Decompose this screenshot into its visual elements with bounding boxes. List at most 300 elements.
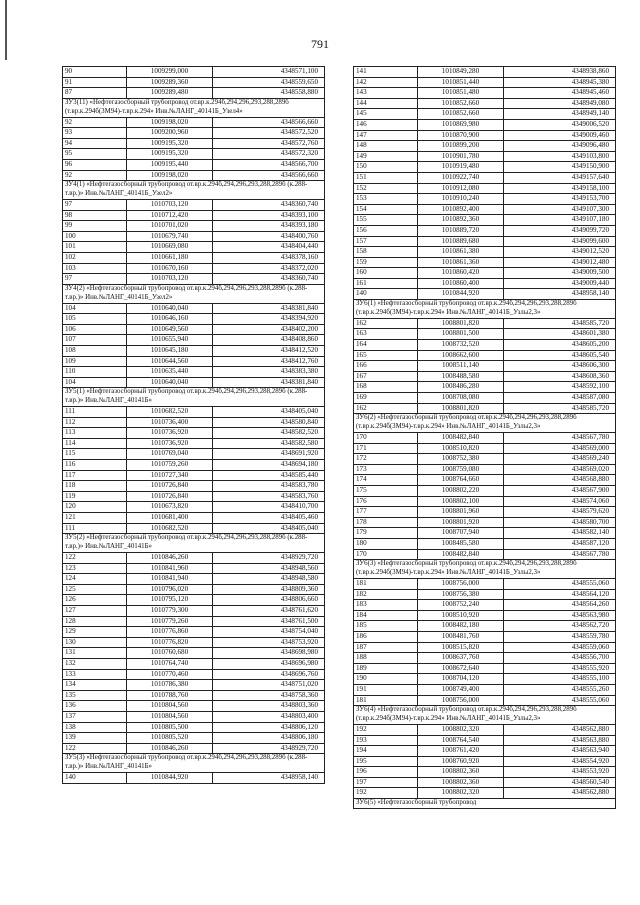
point-number: 161 — [354, 278, 418, 289]
x-coordinate: 1010849,280 — [418, 67, 504, 78]
table-row — [63, 658, 325, 669]
y-coordinate: 4348563,980 — [504, 610, 616, 621]
y-coordinate: 4348383,380 — [213, 367, 325, 378]
x-coordinate: 1010861,360 — [418, 257, 504, 268]
y-coordinate: 4349009,440 — [504, 278, 616, 289]
point-number: 126 — [63, 595, 127, 606]
section-header-row — [354, 799, 616, 809]
x-coordinate: 1010736,920 — [127, 438, 213, 449]
point-number: 102 — [63, 252, 127, 263]
table-row — [354, 578, 616, 589]
point-number: 142 — [354, 77, 418, 88]
point-number: 194 — [354, 746, 418, 757]
table-row — [63, 616, 325, 627]
y-coordinate: 4348761,620 — [213, 606, 325, 617]
table-row — [354, 278, 616, 289]
point-number: 140 — [354, 289, 418, 300]
x-coordinate: 1010661,180 — [127, 252, 213, 263]
y-coordinate: 4348803,360 — [213, 701, 325, 712]
x-coordinate: 1010701,020 — [127, 221, 213, 232]
point-number: 104 — [63, 377, 127, 388]
y-coordinate: 4348958,140 — [504, 289, 616, 300]
y-coordinate: 4348698,980 — [213, 648, 325, 659]
x-coordinate: 1010841,940 — [127, 574, 213, 585]
y-coordinate: 4348381,840 — [213, 303, 325, 314]
x-coordinate: 1010846,260 — [127, 743, 213, 754]
table-row — [63, 438, 325, 449]
table-row — [63, 263, 325, 274]
table-row — [63, 680, 325, 691]
x-coordinate: 1010922,740 — [418, 172, 504, 183]
y-coordinate: 4348582,520 — [213, 428, 325, 439]
y-coordinate: 4349150,900 — [504, 162, 616, 173]
table-row — [354, 162, 616, 173]
table-row — [354, 382, 616, 393]
table-row — [63, 460, 325, 471]
y-coordinate: 4349153,700 — [504, 194, 616, 205]
x-coordinate: 1008511,140 — [418, 361, 504, 372]
table-row — [354, 621, 616, 632]
table-row — [354, 600, 616, 611]
x-coordinate: 1008510,820 — [418, 443, 504, 454]
x-coordinate: 1010901,780 — [418, 151, 504, 162]
table-row — [63, 669, 325, 680]
table-row — [63, 67, 325, 78]
x-coordinate: 1008759,080 — [418, 464, 504, 475]
x-coordinate: 1010852,660 — [418, 98, 504, 109]
x-coordinate: 1008486,280 — [418, 382, 504, 393]
point-number: 192 — [354, 788, 418, 799]
x-coordinate: 1008802,220 — [418, 486, 504, 497]
point-number: 186 — [354, 631, 418, 642]
x-coordinate: 1010764,740 — [127, 658, 213, 669]
section-header-row — [63, 388, 325, 407]
point-number: 114 — [63, 438, 127, 449]
table-row — [63, 773, 325, 784]
table-row — [354, 194, 616, 205]
x-coordinate: 1009195,320 — [127, 138, 213, 149]
y-coordinate: 4348751,020 — [213, 680, 325, 691]
table-row — [63, 199, 325, 210]
x-coordinate: 1008637,760 — [418, 653, 504, 664]
y-coordinate: 4348580,840 — [213, 417, 325, 428]
table-row — [63, 733, 325, 744]
y-coordinate: 4348572,520 — [213, 128, 325, 139]
x-coordinate: 1010851,440 — [418, 77, 504, 88]
point-number: 93 — [63, 128, 127, 139]
point-number: 181 — [354, 578, 418, 589]
y-coordinate: 4349009,460 — [504, 130, 616, 141]
point-number: 170 — [354, 433, 418, 444]
y-coordinate: 4348945,380 — [504, 77, 616, 88]
table-row — [63, 356, 325, 367]
y-coordinate: 4348569,020 — [504, 464, 616, 475]
point-number: 121 — [63, 513, 127, 524]
point-number: 160 — [354, 268, 418, 279]
table-row — [354, 777, 616, 788]
y-coordinate: 4348393,100 — [213, 210, 325, 221]
y-coordinate: 4348579,620 — [504, 507, 616, 518]
table-row — [63, 159, 325, 170]
x-coordinate: 1010726,840 — [127, 491, 213, 502]
table-row — [63, 242, 325, 253]
table-row — [63, 701, 325, 712]
y-coordinate: 4348562,880 — [504, 788, 616, 799]
y-coordinate: 4348408,860 — [213, 335, 325, 346]
point-number: 129 — [63, 627, 127, 638]
table-row — [63, 407, 325, 418]
y-coordinate: 4348606,300 — [504, 361, 616, 372]
y-coordinate: 4348555,260 — [504, 684, 616, 695]
page-number: 791 — [311, 37, 329, 51]
table-row — [63, 117, 325, 128]
x-coordinate: 1008802,360 — [418, 777, 504, 788]
table-row — [63, 367, 325, 378]
point-number: 145 — [354, 109, 418, 120]
y-coordinate: 4348753,920 — [213, 637, 325, 648]
x-coordinate: 1010649,560 — [127, 324, 213, 335]
table-row — [354, 674, 616, 685]
table-row — [63, 690, 325, 701]
point-number: 144 — [354, 98, 418, 109]
x-coordinate: 1008756,000 — [418, 695, 504, 706]
x-coordinate: 1008801,920 — [418, 517, 504, 528]
y-coordinate: 4348582,140 — [504, 528, 616, 539]
section-header: ЗУ6(5) «Нефтегазосборный трубопровод — [354, 799, 616, 809]
x-coordinate: 1010682,520 — [127, 523, 213, 534]
point-number: 192 — [354, 724, 418, 735]
table-row — [63, 252, 325, 263]
point-number: 190 — [354, 674, 418, 685]
x-coordinate: 1010852,660 — [418, 109, 504, 120]
table-row — [354, 642, 616, 653]
point-number: 130 — [63, 637, 127, 648]
table-row — [63, 637, 325, 648]
x-coordinate: 1008802,320 — [418, 724, 504, 735]
y-coordinate: 4348601,380 — [504, 329, 616, 340]
point-number: 148 — [354, 141, 418, 152]
x-coordinate: 1010712,420 — [127, 210, 213, 221]
table-row — [63, 210, 325, 221]
table-row — [63, 428, 325, 439]
point-number: 150 — [354, 162, 418, 173]
x-coordinate: 1008482,180 — [418, 621, 504, 632]
point-number: 108 — [63, 345, 127, 356]
point-number: 119 — [63, 491, 127, 502]
y-coordinate: 4349099,720 — [504, 225, 616, 236]
point-number: 195 — [354, 756, 418, 767]
table-row — [63, 170, 325, 181]
y-coordinate: 4348566,700 — [213, 159, 325, 170]
point-number: 138 — [63, 722, 127, 733]
section-header-row — [354, 414, 616, 433]
y-coordinate: 4348929,720 — [213, 553, 325, 564]
point-number: 109 — [63, 356, 127, 367]
x-coordinate: 1008801,500 — [418, 329, 504, 340]
point-number: 176 — [354, 496, 418, 507]
y-coordinate: 4348405,040 — [213, 407, 325, 418]
x-coordinate: 1008482,840 — [418, 433, 504, 444]
section-header-row — [63, 284, 325, 303]
table-row — [63, 481, 325, 492]
y-coordinate: 4348761,500 — [213, 616, 325, 627]
y-coordinate: 4348400,760 — [213, 231, 325, 242]
point-number: 127 — [63, 606, 127, 617]
x-coordinate: 1010682,520 — [127, 407, 213, 418]
section-header: ЗУ6(1) «Нефтегазосборный трубопровод от.вр.к.294б,294,296,293,288,289б (т.вр.к.294б(3М94)-т.вр.к.294» Инв.№ЛАНГ_40141Б_Узлы2,3» — [354, 300, 616, 319]
point-number: 170 — [354, 549, 418, 560]
table-row — [63, 523, 325, 534]
x-coordinate: 1009289,360 — [127, 77, 213, 88]
point-number: 99 — [63, 221, 127, 232]
x-coordinate: 1010655,940 — [127, 335, 213, 346]
table-row — [354, 88, 616, 99]
y-coordinate: 4348559,780 — [504, 631, 616, 642]
table-row — [63, 722, 325, 733]
table-row — [63, 221, 325, 232]
y-coordinate: 4348587,120 — [504, 538, 616, 549]
table-row — [354, 151, 616, 162]
table-row — [354, 746, 616, 757]
x-coordinate: 1010640,040 — [127, 303, 213, 314]
point-number: 162 — [354, 403, 418, 414]
table-row — [63, 149, 325, 160]
point-number: 110 — [63, 367, 127, 378]
y-coordinate: 4348948,580 — [213, 574, 325, 585]
section-header: ЗУ4(1) «Нефтегазосборный трубопровод от.вр.к.294б,294,296,293,288,289б (к.288-т.вр.)» Инв.№ЛАНГ_40141Б_Узел2» — [63, 181, 325, 200]
x-coordinate: 1008756,380 — [418, 589, 504, 600]
y-coordinate: 4348360,740 — [213, 274, 325, 285]
y-coordinate: 4348566,660 — [213, 170, 325, 181]
point-number: 90 — [63, 67, 127, 78]
table-row — [354, 684, 616, 695]
x-coordinate: 1008801,820 — [418, 318, 504, 329]
y-coordinate: 4348583,760 — [213, 491, 325, 502]
x-coordinate: 1009198,020 — [127, 170, 213, 181]
x-coordinate: 1010703,120 — [127, 199, 213, 210]
y-coordinate: 4349099,600 — [504, 236, 616, 247]
y-coordinate: 4348394,920 — [213, 314, 325, 325]
y-coordinate: 4348567,780 — [504, 433, 616, 444]
point-number: 177 — [354, 507, 418, 518]
x-coordinate: 1008515,820 — [418, 642, 504, 653]
point-number: 131 — [63, 648, 127, 659]
point-number: 197 — [354, 777, 418, 788]
y-coordinate: 4348567,900 — [504, 486, 616, 497]
y-coordinate: 4348754,040 — [213, 627, 325, 638]
table-row — [63, 502, 325, 513]
x-coordinate: 1008760,920 — [418, 756, 504, 767]
point-number: 124 — [63, 574, 127, 585]
table-row — [354, 631, 616, 642]
left-coordinate-table — [62, 66, 324, 784]
y-coordinate: 4348945,460 — [504, 88, 616, 99]
right-table-body — [354, 67, 616, 809]
y-coordinate: 4348405,040 — [213, 523, 325, 534]
x-coordinate: 1008802,320 — [418, 788, 504, 799]
y-coordinate: 4348555,060 — [504, 695, 616, 706]
x-coordinate: 1010804,560 — [127, 711, 213, 722]
table-row — [63, 128, 325, 139]
table-row — [354, 663, 616, 674]
point-number: 97 — [63, 199, 127, 210]
table-row — [354, 443, 616, 454]
table-row — [63, 584, 325, 595]
table-row — [354, 507, 616, 518]
section-header: ЗУ6(4) «Нефтегазосборный трубопровод от.вр.к.294б,294,296,293,288,289б (т.вр.к.294б(3М94)-т.вр.к.294» Инв.№ЛАНГ_40141Б_Узлы2,3» — [354, 706, 616, 725]
point-number: 122 — [63, 553, 127, 564]
x-coordinate: 1008485,580 — [418, 538, 504, 549]
y-coordinate: 4348605,540 — [504, 350, 616, 361]
table-row — [354, 454, 616, 465]
x-coordinate: 1009299,000 — [127, 67, 213, 78]
x-coordinate: 1008761,420 — [418, 746, 504, 757]
table-row — [63, 324, 325, 335]
x-coordinate: 1010736,400 — [127, 417, 213, 428]
x-coordinate: 1010703,120 — [127, 274, 213, 285]
section-header: ЗУ3(11) «Нефтегазосборный трубопровод от.вр.к.294б,294,296,293,288,289б (т.вр.к.294б(3М94)-т.вр.к.294» Инв.№ЛАНГ_40141Б_Узел4» — [63, 98, 325, 117]
x-coordinate: 1008801,820 — [418, 403, 504, 414]
table-row — [63, 345, 325, 356]
x-coordinate: 1010860,400 — [418, 278, 504, 289]
point-number: 120 — [63, 502, 127, 513]
y-coordinate: 4349006,520 — [504, 119, 616, 130]
y-coordinate: 4348402,200 — [213, 324, 325, 335]
section-header-row — [354, 706, 616, 725]
section-header: ЗУ5(1) «Нефтегазосборный трубопровод от.вр.к.294б,294,296,293,288,289б (к.288-т.вр.)» Инв.№ЛАНГ_40141Б» — [63, 388, 325, 407]
table-row — [63, 574, 325, 585]
x-coordinate: 1008707,940 — [418, 528, 504, 539]
table-row — [354, 340, 616, 351]
y-coordinate: 4348564,260 — [504, 600, 616, 611]
x-coordinate: 1010788,760 — [127, 690, 213, 701]
x-coordinate: 1008672,640 — [418, 663, 504, 674]
x-coordinate: 1010844,920 — [418, 289, 504, 300]
y-coordinate: 4348948,560 — [213, 563, 325, 574]
x-coordinate: 1008732,520 — [418, 340, 504, 351]
table-row — [354, 486, 616, 497]
right-coordinate-table — [353, 66, 615, 809]
x-coordinate: 1008704,120 — [418, 674, 504, 685]
x-coordinate: 1010870,900 — [418, 130, 504, 141]
section-header-row — [63, 181, 325, 200]
x-coordinate: 1009198,020 — [127, 117, 213, 128]
y-coordinate: 4348583,780 — [213, 481, 325, 492]
x-coordinate: 1010779,300 — [127, 606, 213, 617]
y-coordinate: 4349107,180 — [504, 215, 616, 226]
y-coordinate: 4349096,480 — [504, 141, 616, 152]
x-coordinate: 1008482,840 — [418, 549, 504, 560]
y-coordinate: 4348929,720 — [213, 743, 325, 754]
table-row — [63, 595, 325, 606]
table-row — [354, 475, 616, 486]
table-row — [63, 377, 325, 388]
point-number: 139 — [63, 733, 127, 744]
x-coordinate: 1010869,980 — [418, 119, 504, 130]
table-row — [354, 549, 616, 560]
table-row — [354, 538, 616, 549]
y-coordinate: 4348381,840 — [213, 377, 325, 388]
table-row — [354, 653, 616, 664]
y-coordinate: 4348806,120 — [213, 722, 325, 733]
y-coordinate: 4348585,720 — [504, 403, 616, 414]
table-row — [354, 788, 616, 799]
y-coordinate: 4348555,100 — [504, 674, 616, 685]
x-coordinate: 1010669,080 — [127, 242, 213, 253]
x-coordinate: 1010770,460 — [127, 669, 213, 680]
section-header: ЗУ4(2) «Нефтегазосборный трубопровод от.вр.к.294б,294,296,293,288,289б (к.288-т.вр.)» Инв.№ЛАНГ_40141Б_Узел2» — [63, 284, 325, 303]
point-number: 87 — [63, 88, 127, 99]
x-coordinate: 1010912,080 — [418, 183, 504, 194]
x-coordinate: 1010851,480 — [418, 88, 504, 99]
table-row — [63, 274, 325, 285]
point-number: 132 — [63, 658, 127, 669]
x-coordinate: 1010679,740 — [127, 231, 213, 242]
point-number: 134 — [63, 680, 127, 691]
point-number: 188 — [354, 653, 418, 664]
x-coordinate: 1008802,360 — [418, 767, 504, 778]
section-header-row — [63, 98, 325, 117]
point-number: 159 — [354, 257, 418, 268]
point-number: 92 — [63, 117, 127, 128]
table-row — [354, 318, 616, 329]
point-number: 118 — [63, 481, 127, 492]
y-coordinate: 4349012,520 — [504, 247, 616, 258]
point-number: 107 — [63, 335, 127, 346]
point-number: 111 — [63, 407, 127, 418]
x-coordinate: 1010726,840 — [127, 481, 213, 492]
point-number: 135 — [63, 690, 127, 701]
table-row — [354, 589, 616, 600]
y-coordinate: 4348958,140 — [213, 773, 325, 784]
point-number: 182 — [354, 589, 418, 600]
point-number: 171 — [354, 443, 418, 454]
y-coordinate: 4348949,140 — [504, 109, 616, 120]
point-number: 151 — [354, 172, 418, 183]
y-coordinate: 4348809,360 — [213, 584, 325, 595]
table-row — [63, 88, 325, 99]
table-row — [354, 517, 616, 528]
x-coordinate: 1010860,420 — [418, 268, 504, 279]
x-coordinate: 1010670,160 — [127, 263, 213, 274]
x-coordinate: 1010776,860 — [127, 627, 213, 638]
point-number: 189 — [354, 663, 418, 674]
point-number: 172 — [354, 454, 418, 465]
table-row — [354, 371, 616, 382]
section-header-row — [63, 754, 325, 773]
point-number: 104 — [63, 303, 127, 314]
y-coordinate: 4348553,920 — [504, 767, 616, 778]
section-header-row — [63, 534, 325, 553]
point-number: 125 — [63, 584, 127, 595]
point-number: 100 — [63, 231, 127, 242]
point-number: 140 — [63, 773, 127, 784]
y-coordinate: 4348410,700 — [213, 502, 325, 513]
section-header: ЗУ5(2) «Нефтегазосборный трубопровод от.вр.к.294б,294,296,293,288,289б (к.288-т.вр.)» Инв.№ЛАНГ_40141Б» — [63, 534, 325, 553]
table-row — [354, 225, 616, 236]
point-number: 146 — [354, 119, 418, 130]
x-coordinate: 1009289,480 — [127, 88, 213, 99]
point-number: 113 — [63, 428, 127, 439]
point-number: 116 — [63, 460, 127, 471]
x-coordinate: 1010795,120 — [127, 595, 213, 606]
y-coordinate: 4348554,920 — [504, 756, 616, 767]
table-row — [354, 403, 616, 414]
point-number: 178 — [354, 517, 418, 528]
point-number: 163 — [354, 329, 418, 340]
section-header-row — [354, 300, 616, 319]
y-coordinate: 4348582,580 — [213, 438, 325, 449]
